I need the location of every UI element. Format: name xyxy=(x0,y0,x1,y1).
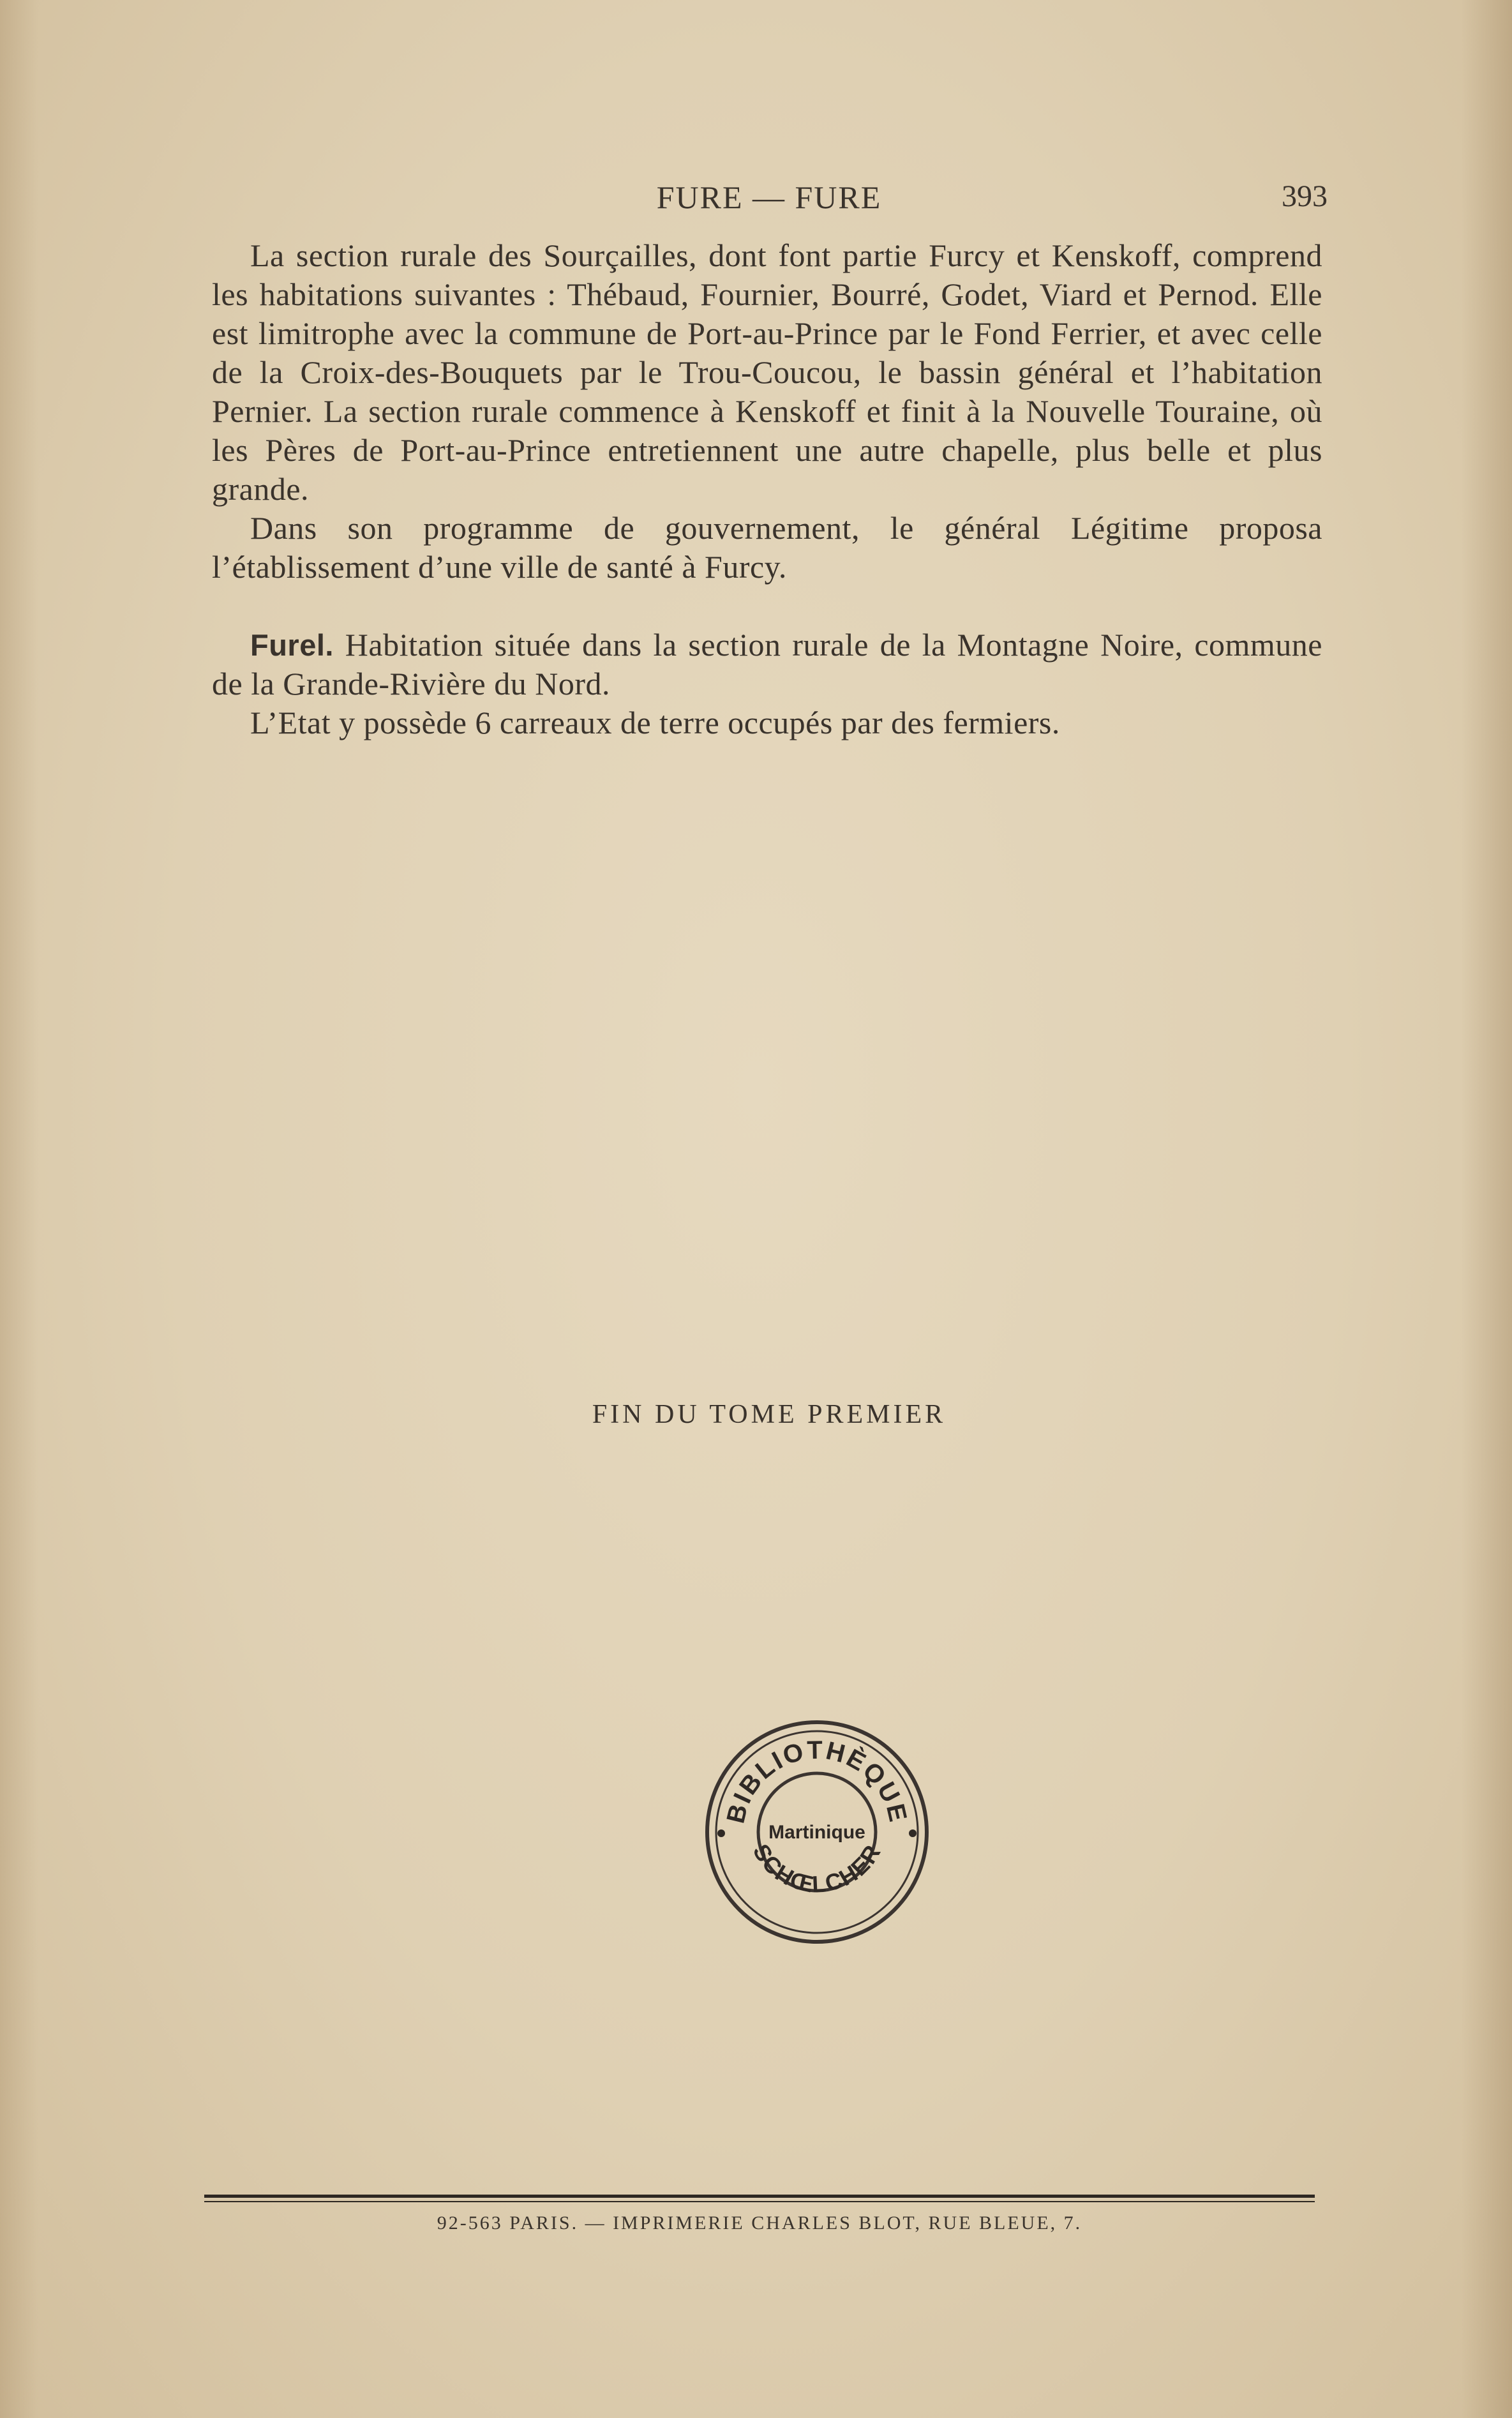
library-stamp-icon xyxy=(696,1711,938,1953)
paragraph-text: Habitation située dans la section rurale de la Montagne Noire, commune de la Grande-Rivière du Nord. xyxy=(212,627,1322,702)
stamp-star-right-icon xyxy=(909,1829,917,1837)
page-edge-shadow-left xyxy=(0,0,38,2418)
main-text xyxy=(212,236,1322,742)
page-number: 393 xyxy=(1282,179,1328,213)
paragraph-text: Dans son programme de gouvernement, le général Légitime proposa l’établissement d’une ville de santé à Furcy. xyxy=(212,510,1322,585)
paragraph xyxy=(212,236,1322,509)
entry-furel xyxy=(212,626,1322,703)
stamp-bottom-text: SCHŒLCHER xyxy=(747,1839,887,1898)
page-edge-shadow-right xyxy=(1461,0,1512,2418)
paragraph xyxy=(212,509,1322,587)
svg-text:SCHŒLCHER xyxy=(748,1840,887,1898)
paragraph-text: La section rurale des Sourçailles, dont font partie Furcy et Kenskoff, comprend les habitations suivantes : Thébaud, Fournier, Bourré, Godet, Viard et Pernod. Elle est limitrophe avec la commune de Port-au-Prince par le Fond Ferrier, et avec celle de la Croix-des-Bouquets par le Trou-Coucou, le bassin général et l’habitation Pernier. La section rurale commence à Kenskoff et finit à la Nouvelle Touraine, où les Pères de Port-au-Prince entretiennent une autre chapelle, plus belle et plus grande. xyxy=(212,237,1322,507)
svg-text:BIBLIOTHÈQUE xyxy=(721,1736,912,1826)
running-head xyxy=(211,179,1328,223)
stamp-top-text: BIBLIOTHÈQUE xyxy=(721,1736,913,1826)
end-of-volume-mark: FIN DU TOME PREMIER xyxy=(592,1400,947,1429)
entry-lemma: Furel. xyxy=(250,628,334,662)
paragraph xyxy=(212,703,1322,742)
footer-rule-thin xyxy=(204,2201,1315,2202)
printer-imprint: 92-563 PARIS. — IMPRIMERIE CHARLES BLOT, RUE BLEUE, 7. xyxy=(437,2212,1082,2234)
stamp-center-text: Martinique xyxy=(768,1822,865,1843)
running-title: FURE — FURE xyxy=(656,179,882,215)
stamp-star-left-icon xyxy=(717,1829,725,1837)
footer-rule xyxy=(204,2195,1315,2198)
paragraph-text: L’Etat y possède 6 carreaux de terre occupés par des fermiers. xyxy=(250,705,1060,740)
